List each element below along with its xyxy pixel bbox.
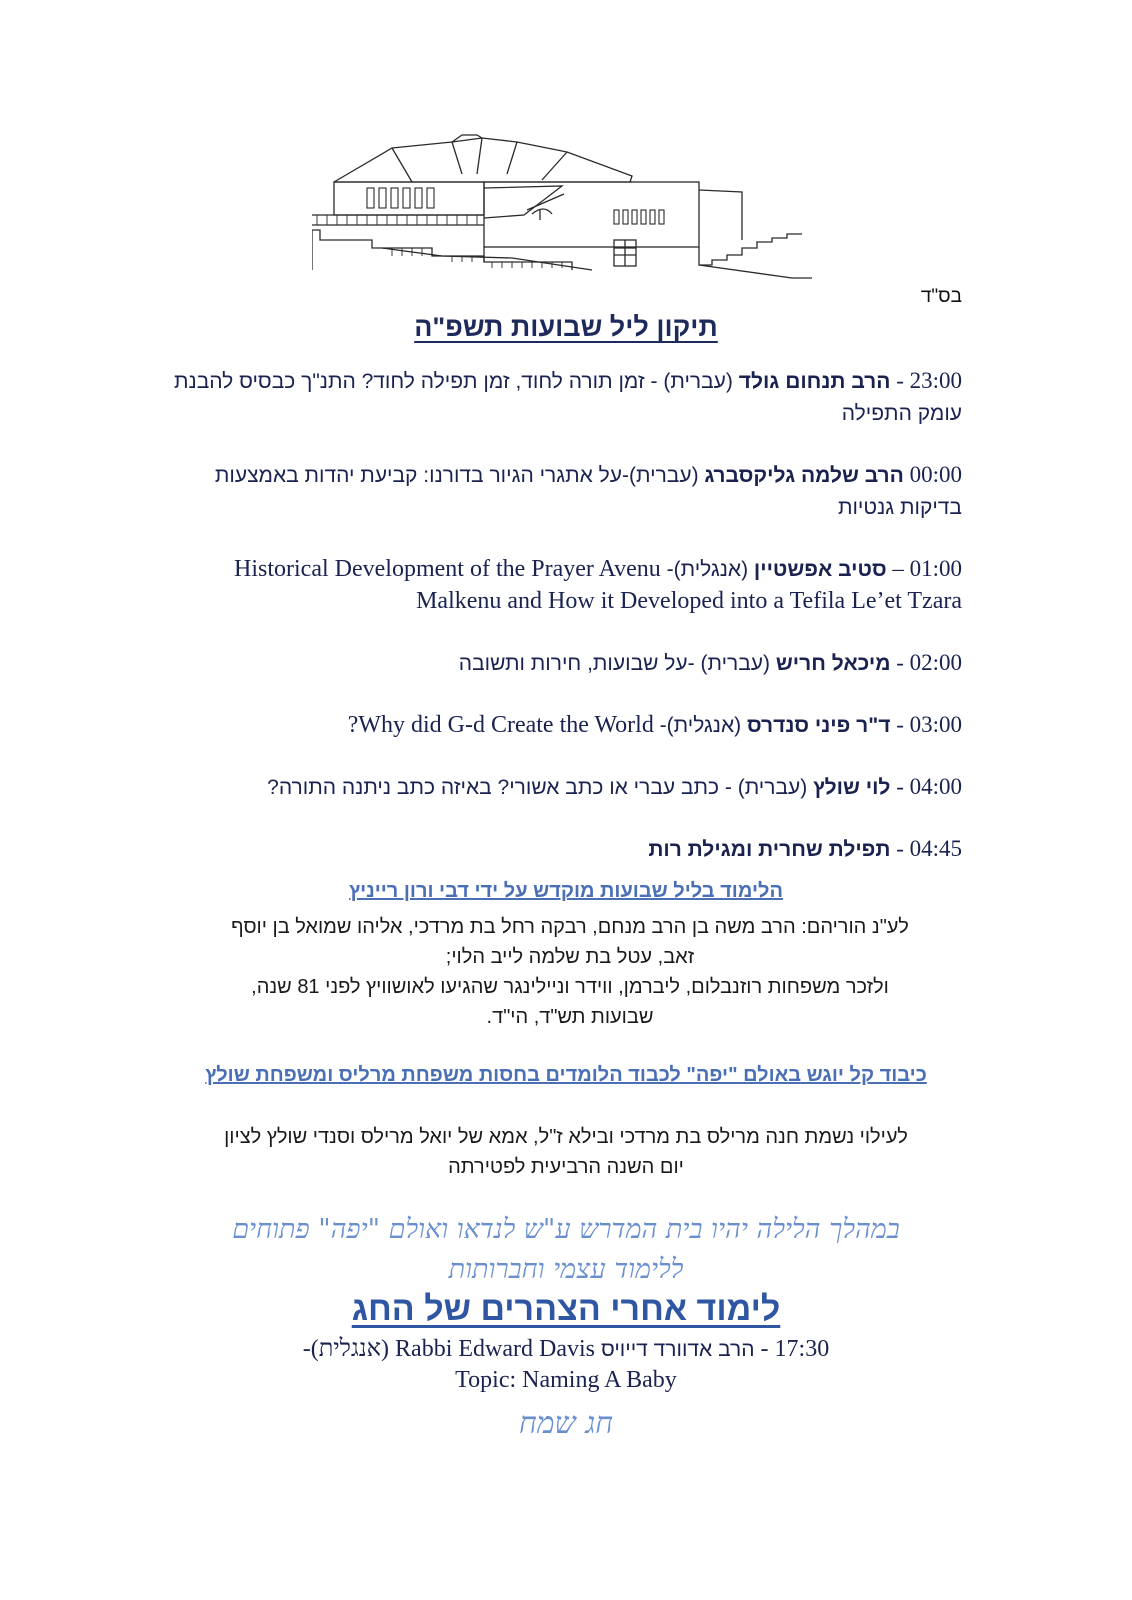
page-title: תיקון ליל שבועות תשפ"ה [414,312,718,342]
schedule-language: (אנגלית)- [653,714,747,737]
afternoon-session: 17:30 - הרב אדוורד דייויס Rabbi Edward Davis (אנגלית)- [302,1336,830,1362]
dedication-line-4: שבועות תש"ד, הי"ד. [486,1006,654,1028]
dedication-line-1: לע"נ הוריהם: הרב משה בן הרב מנחם, רבקה רחל בת מרדכי, אליהו שמואל בן יוסף [231,916,909,938]
schedule-entry [170,771,962,803]
schedule-topic: Why did G-d Create the World? [347,712,654,738]
schedule-speaker: הרב תנחום גולד [738,370,891,393]
schedule-entry [170,833,962,865]
building-logo [312,130,812,285]
memorial-note [170,1122,962,1182]
schedule-separator: - [890,836,910,861]
dedication-line-2: זאב, עטל בת שלמה לייב הלוי; [445,946,695,968]
schedule-separator: – [886,556,910,581]
dedication-line-3: ולזכר משפחות רוזנבלום, ליברמן, ווידר וניילינגר שהגיעו לאושוויץ לפני 81 שנה, [251,976,889,998]
schedule-entry [170,709,962,741]
open-hall-note [170,1210,962,1290]
schedule-separator: - [890,368,910,393]
memorial-line-1: לעילוי נשמת חנה מרילס בת מרדכי ובילא ז"ל, אמא של יואל מריל​ס וסנדי שולץ לציון [224,1126,908,1148]
schedule-language: (עברית)- [622,464,705,487]
open-hall-line-2: ללימוד עצמי וחברותות [448,1254,684,1285]
bsd-header: בס"ד [920,286,962,307]
schedule-language: (עברית) - [644,370,739,393]
schedule-time: 03:00 [909,712,962,737]
afternoon-language: (אנגלית)- [302,1336,390,1362]
schedule-time: 02:00 [909,650,962,675]
schedule-language: (עברית) - [719,776,814,799]
refreshments-note: כיבוד קל יוגש באולם "יפה" לכבוד הלומדים בחסות משפחת מרליס ומשפחת שולץ [205,1064,927,1086]
schedule-topic: Historical Development of the Prayer Avenu Malkenu and How it Developed into a Tefila Le’et Tzara [234,556,962,614]
memorial-line-2: יום השנה הרביעית לפטירתה [448,1156,684,1178]
schedule-time: 04:45 [909,836,962,861]
schedule-speaker: מיכאל חריש [775,652,891,675]
schedule-topic: על שבועות, חירות ותשובה [458,652,688,675]
schedule-speaker: תפילת שחרית ומגילת רות [648,838,891,861]
schedule-topic: על אתגרי הגיור בדורנו: קביעת יהדות באמצעות בדיקות גנטיות [214,464,962,519]
schedule-speaker: סטיב אפשטיין [753,558,887,581]
schedule-separator: - [890,712,910,737]
afternoon-heading: לימוד אחרי הצהרים של החג [351,1290,781,1328]
schedule-speaker: ד"ר פיני סנדרס [746,714,891,737]
schedule-entry [170,459,962,523]
schedule-speaker: לוי שולץ [813,776,891,799]
afternoon-time: 17:30 [774,1336,830,1362]
schedule-separator: - [890,650,910,675]
open-hall-line-1: במהלך הלילה יהיו בית המדרש ע"ש לנדאו ואולם "יפה" פתוחים [232,1214,900,1245]
schedule-separator: - [890,774,910,799]
schedule-language: (עברית) - [687,652,776,675]
schedule-entry [170,647,962,679]
afternoon-topic: Topic: Naming A Baby [455,1367,677,1393]
schedule-topic: זמן תורה לחוד, זמן תפילה לחוד? התנ"ך כבסיס להבנת עומק התפילה [174,370,962,425]
schedule-topic: כתב עברי או כתב אשורי? באיזה כתב ניתנה התורה? [267,776,720,799]
schedule-entry [170,365,962,429]
schedule-list [170,365,962,895]
schedule-speaker: הרב שלמה גליקסברג [704,464,904,487]
dedication-text [180,912,960,1032]
afternoon-speaker-en: Rabbi Edward Davis [395,1336,595,1362]
dedication-heading: הלימוד בליל שבועות מוקדש על ידי דבי ורון רייניץ [349,880,783,902]
schedule-time: 04:00 [909,774,962,799]
afternoon-speaker-he: הרב אדוורד דייויס [601,1338,755,1361]
closing-greeting: חג שמח [519,1406,613,1441]
schedule-time: 01:00 [909,556,962,581]
schedule-entry [170,553,962,617]
schedule-time: 00:00 [909,462,962,487]
schedule-time: 23:00 [909,368,962,393]
schedule-language: (אנגלית)- [660,558,754,581]
